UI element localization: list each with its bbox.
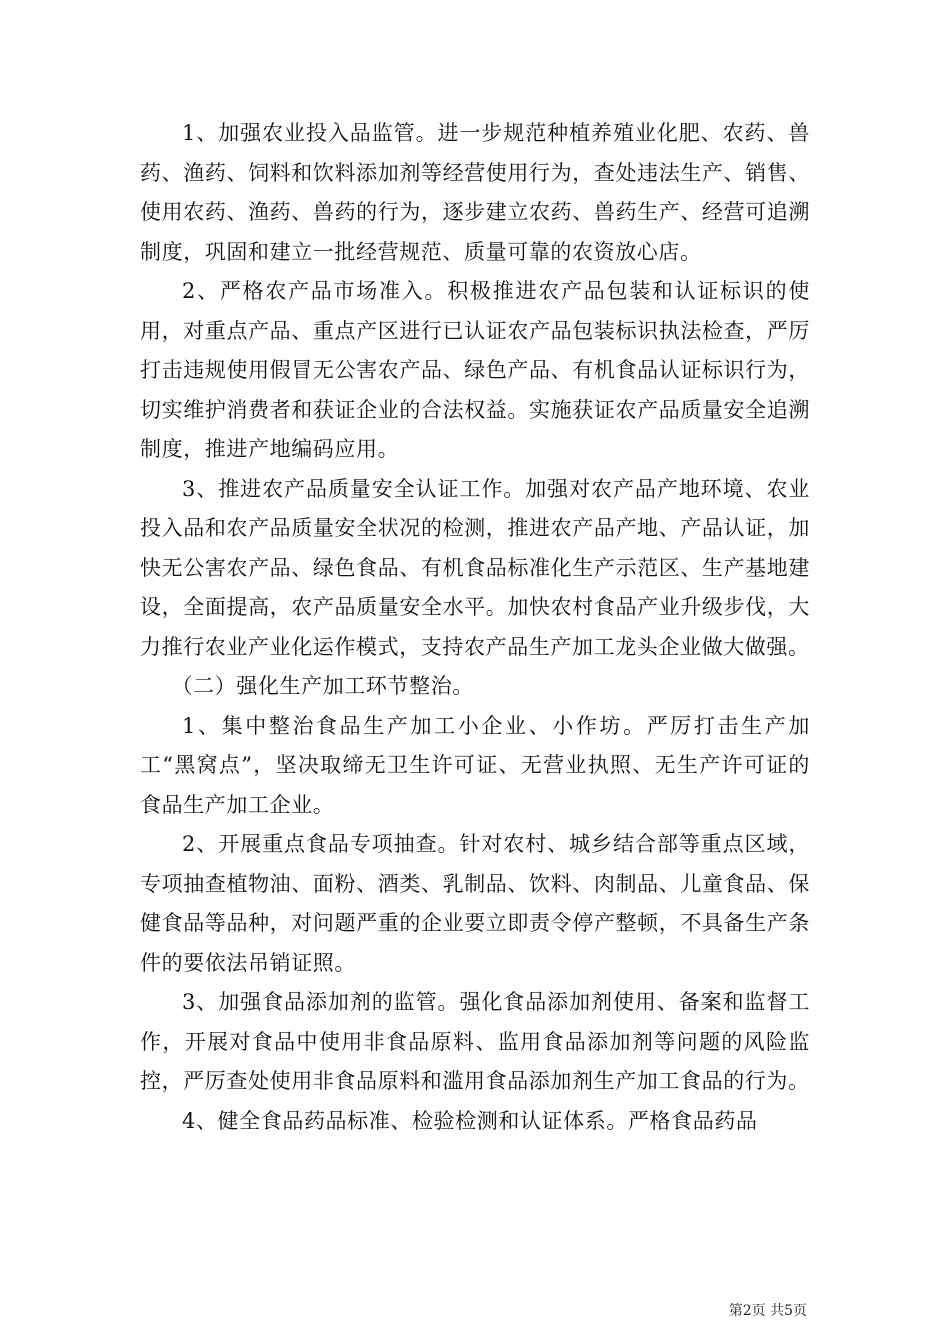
- paragraph-2: 2、严格农产品市场准入。积极推进农产品包装和认证标识的使用，对重点产品、重点产区进行已认证农产品包装标识执法检查，严厉打击违规使用假冒无公害农产品、绿色产品、有机食品认证标识行为，切实维护消费者和获证企业的合法权益。实施获证农产品质量安全追溯制度，推进产地编码应用。: [140, 279, 810, 461]
- section-heading: （二）强化生产加工环节整治。: [171, 674, 474, 698]
- paragraph-6: 3、加强食品添加剂的监管。强化食品添加剂使用、备案和监督工作，开展对食品中使用非食品原料、监用食品添加剂等问题的风险监控，严厉查处使用非食品原料和滥用食品添加剂生产加工食品的行为。: [140, 990, 810, 1093]
- paragraph-1: 1、加强农业投入品监管。进一步规范种植养殖业化肥、农药、兽药、渔药、饲料和饮料添加剂等经营使用行为，查处违法生产、销售、使用农药、渔药、兽药的行为，逐步建立农药、兽药生产、经营可追溯制度，巩固和建立一批经营规范、质量可靠的农资放心店。: [140, 121, 810, 264]
- paragraph-7: 4、健全食品药品标准、检验检测和认证体系。严格食品药品: [182, 1108, 758, 1133]
- paragraph-3: 3、推进农产品质量安全认证工作。加强对农产品产地环境、农业投入品和农产品质量安全状况的检测，推进农产品产地、产品认证，加快无公害农产品、绿色食品、有机食品标准化生产示范区、生产基地建设，全面提高，农产品质量安全水平。加快农村食品产业升级步伐，大力推行农业产业化运作模式，支持农产品生产加工龙头企业做大做强。: [140, 476, 810, 659]
- page-number: 第2页 共5页: [728, 1303, 807, 1319]
- paragraph-4: 1、集中整治食品生产加工小企业、小作坊。严厉打击生产加工“黑窝点”，坚决取缔无卫生许可证、无营业执照、无生产许可证的食品生产加工企业。: [140, 713, 810, 817]
- document-body: [140, 114, 810, 1141]
- paragraph-5: 2、开展重点食品专项抽查。针对农村、城乡结合部等重点区域，专项抽查植物油、面粉、酒类、乳制品、饮料、肉制品、儿童食品、保健食品等品种，对问题严重的企业要立即责令停产整顿，不具备生产条件的要依法吊销证照。: [140, 832, 810, 975]
